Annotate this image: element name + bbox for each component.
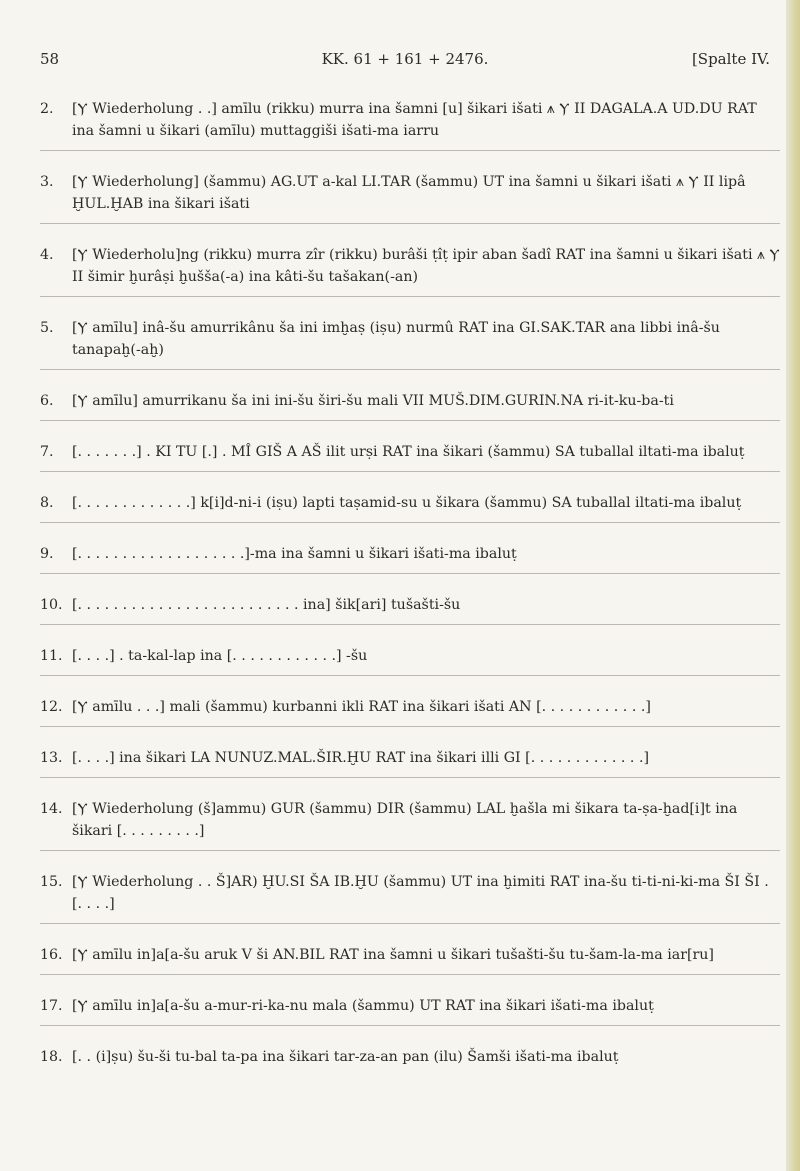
entry-3: [40, 165, 780, 224]
entry-text: [. . (i]ṣu) šu-ši tu-bal ta-pa ina šikari tar-za-an pan (ilu) Šamši išati-ma ibaluṭ: [72, 1049, 619, 1065]
entry-9: [40, 537, 780, 574]
entry-15: [40, 865, 780, 924]
entry-number: 6.: [40, 393, 54, 409]
entry-text: [. . . . . . . . . . . . . . . . . . . . . . . . . ina] šik[ari] tušašti-šu: [72, 597, 461, 613]
entry-text: [Ⲩ amīlu] inâ-šu amurrikânu ša ini imḫaṣ (iṣu) nurmû RAT ina GI.SAK.TAR ana libbi inâ-šu tanapaḫ(-aḫ): [72, 320, 720, 358]
column-label: [Spalte IV.: [691, 50, 770, 68]
entry-number: 15.: [40, 874, 63, 890]
page-number: 58: [40, 50, 60, 68]
entry-4: [40, 238, 780, 297]
entry-text: [. . . . . . . . . . . . . . . . . . .]-ma ina šamni u šikari išati-ma ibaluṭ: [72, 546, 517, 562]
entry-text: [. . . . . . .] . KI TU [.] . MÎ GIŠ A AŠ ilit urṣi RAT ina šikari (šammu) SA tuballal iltati-ma ibaluṭ: [72, 444, 745, 460]
entry-number: 8.: [40, 495, 54, 511]
entry-number: 5.: [40, 320, 54, 336]
entry-number: 16.: [40, 947, 63, 963]
entry-number: 7.: [40, 444, 54, 460]
entry-number: 3.: [40, 174, 54, 190]
entry-text: [Ⲩ amīlu in]a[a-šu a-mur-ri-ka-nu mala (šammu) UT RAT ina šikari išati-ma ibaluṭ: [72, 998, 654, 1014]
entry-number: 12.: [40, 699, 63, 715]
entry-text: [Ⲩ Wiederholung . .] amīlu (rikku) murra ina šamni [u] šikari išati ⩚ Ⲩ II DAGALA.A UD.DU RAT ina šamni u šikari (amīlu) muttaggiši išati-ma iarru: [72, 101, 757, 139]
entry-7: [40, 435, 780, 472]
entry-12: [40, 690, 780, 727]
entry-text: [Ⲩ Wiederholu]ng (rikku) murra zîr (rikku) burâši ṭîṭ ipir aban šadî RAT ina šamni u šikari išati ⩚ Ⲩ II šimir ḫurâṣi ḫušša(-a) ina kâti-šu tašakan(-an): [72, 247, 780, 285]
entry-number: 4.: [40, 247, 54, 263]
entry-11: [40, 639, 780, 676]
entry-text: [Ⲩ Wiederholung (š]ammu) GUR (šammu) DIR (šammu) LAL ḫašla mi šikara ta-ṣa-ḫad[i]t ina šikari [. . . . . . . . .]: [72, 801, 738, 839]
entry-8: [40, 486, 780, 523]
entry-13: [40, 741, 780, 778]
entry-number: 13.: [40, 750, 63, 766]
entry-text: [Ⲩ Wiederholung . . Š]AR) ḪU.SI ŠA IB.ḪU (šammu) UT ina ḫimiti RAT ina-šu ti-ti-ni-ki-ma ŠI ŠI . [. . . .]: [72, 874, 769, 912]
entry-5: [40, 311, 780, 370]
entry-number: 11.: [40, 648, 63, 664]
entry-text: [. . . . . . . . . . . . .] k[i]d-ni-i (iṣu) lapti taṣamid-su u šikara (šammu) SA tuballal iltati-ma ibaluṭ: [72, 495, 742, 511]
entry-text: [. . . .] . ta-kal-lap ina [. . . . . . . . . . . .] -šu: [72, 648, 368, 664]
entry-text: [. . . .] ina šikari LA NUNUZ.MAL.ŠIR.ḪU RAT ina šikari illi GI [. . . . . . . . . . . . .]: [72, 750, 649, 766]
entry-list: [40, 92, 780, 1090]
entry-number: 18.: [40, 1049, 63, 1065]
entry-18: [40, 1040, 780, 1076]
entry-14: [40, 792, 780, 851]
entry-16: [40, 938, 780, 975]
page-header: [40, 50, 770, 74]
entry-number: 17.: [40, 998, 63, 1014]
entry-text: [Ⲩ amīlu in]a[a-šu aruk V ši AN.BIL RAT ina šamni u šikari tušašti-šu tu-šam-la-ma iar[ru]: [72, 947, 714, 963]
entry-17: [40, 989, 780, 1026]
entry-number: 2.: [40, 101, 54, 117]
entry-10: [40, 588, 780, 625]
entry-text: [Ⲩ amīlu . . .] mali (šammu) kurbanni ikli RAT ina šikari išati AN [. . . . . . . . . . . .]: [72, 699, 651, 715]
entry-number: 10.: [40, 597, 63, 613]
entry-text: [Ⲩ amīlu] amurrikanu ša ini ini-šu širi-šu mali VII MUŠ.DIM.GURIN.NA ri-it-ku-ba-ti: [72, 393, 674, 409]
entry-6: [40, 384, 780, 421]
page-running-title: KK. 61 + 161 + 2476.: [321, 50, 489, 68]
entry-number: 14.: [40, 801, 63, 817]
page-edge: [786, 0, 800, 1171]
entry-text: [Ⲩ Wiederholung] (šammu) AG.UT a-kal LI.TAR (šammu) UT ina šamni u šikari išati ⩚ Ⲩ II lipâ ḪUL.ḪAB ina šikari išati: [72, 174, 746, 212]
entry-number: 9.: [40, 546, 54, 562]
entry-2: [40, 92, 780, 151]
